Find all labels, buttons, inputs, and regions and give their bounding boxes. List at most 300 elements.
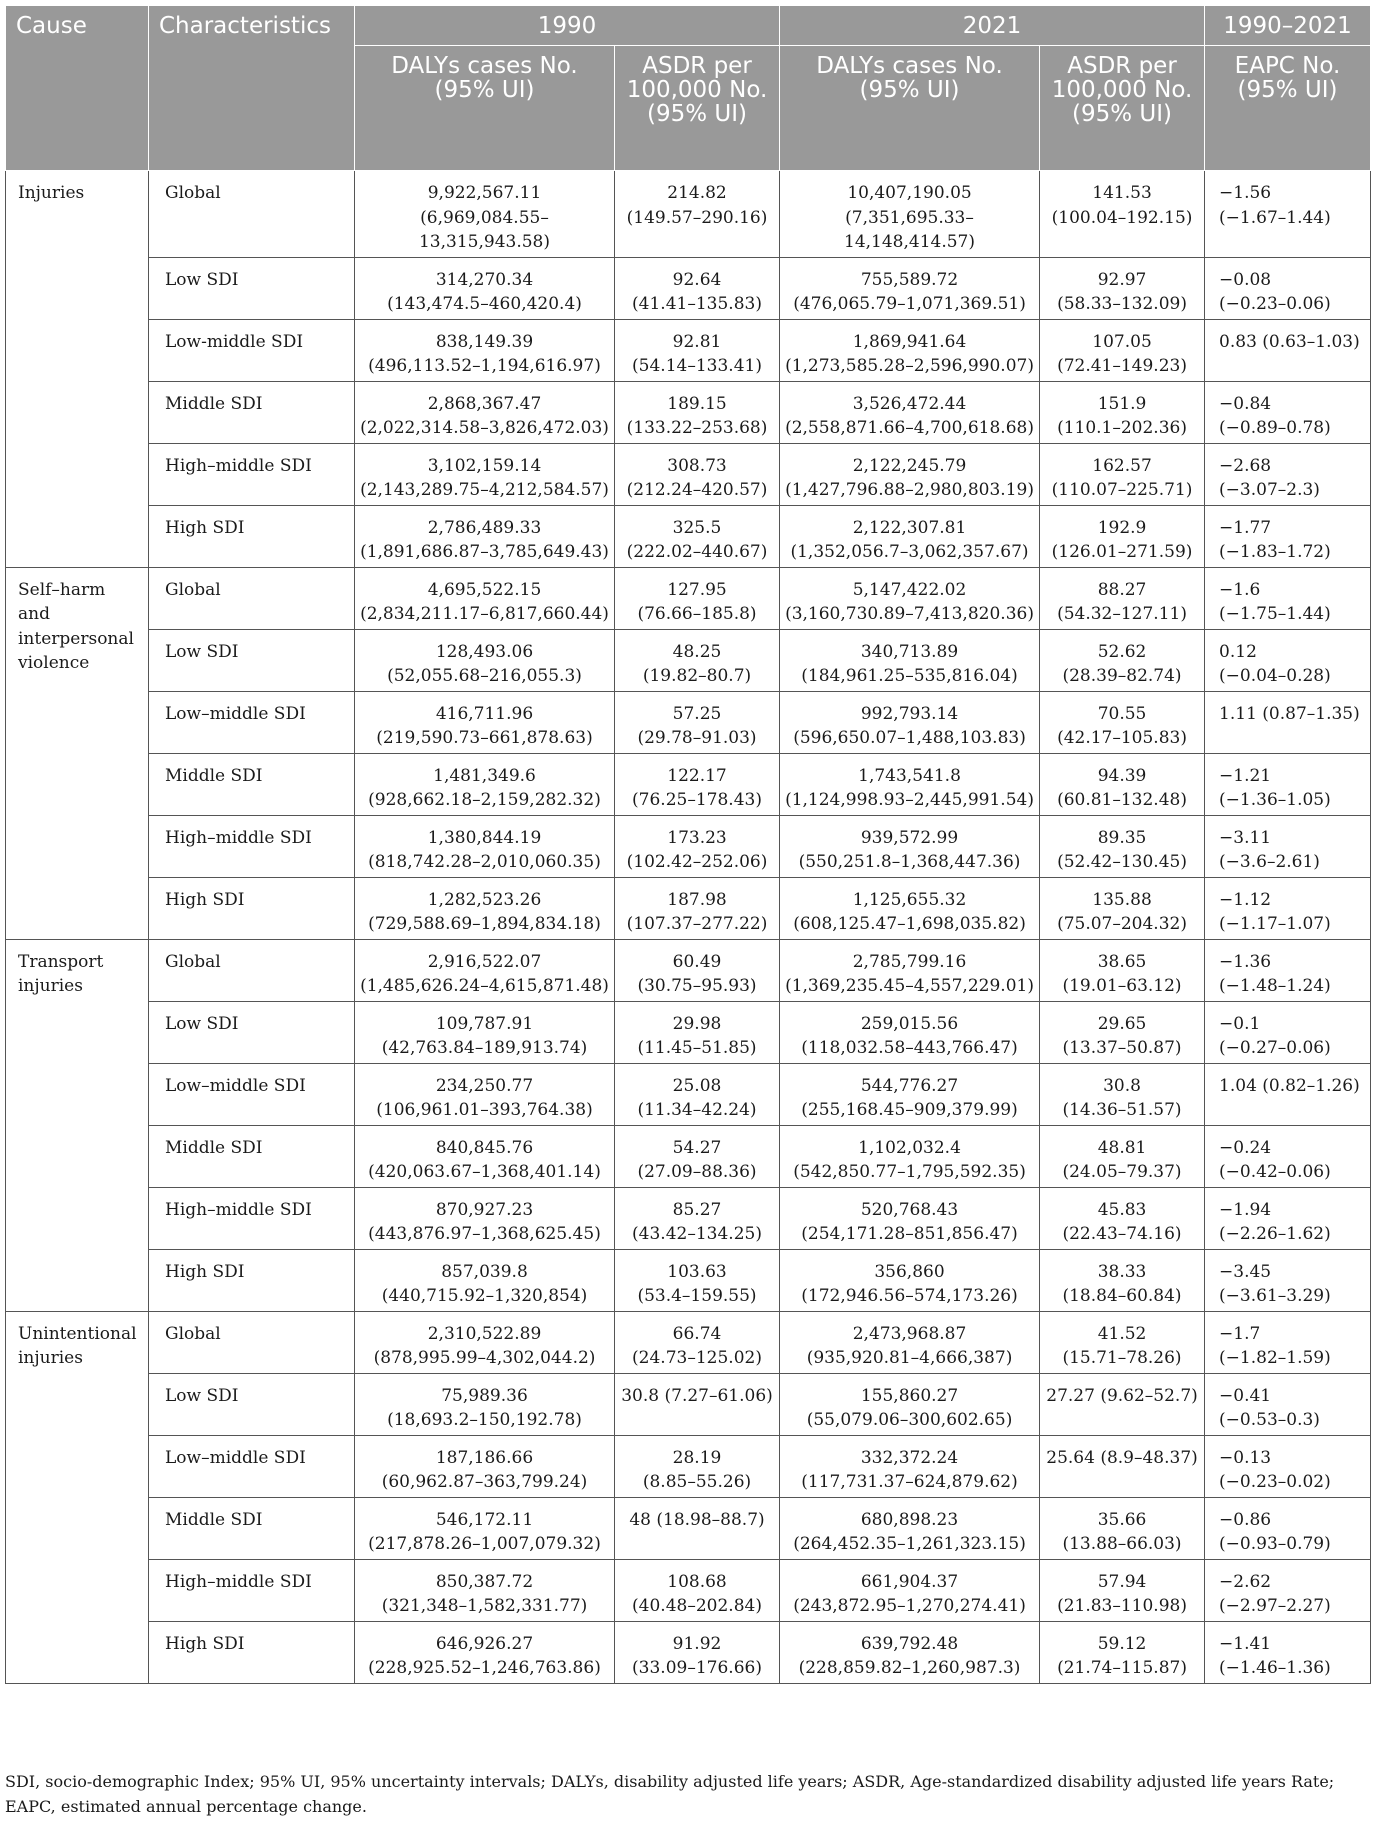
asdr-1990-interval: (40.48–202.84) <box>632 1596 762 1616</box>
dalys-2021-value: 10,407,190.05 <box>847 183 972 203</box>
dalys-2021-value: 2,122,245.79 <box>852 455 967 476</box>
asdr-2021-value: 38.65 <box>1097 951 1147 972</box>
eapc-cell <box>1205 505 1371 567</box>
asdr-1990-interval: (8.85–55.26) <box>642 1472 752 1492</box>
dalys-2021-cell <box>780 1001 1040 1063</box>
asdr-1990-cell <box>615 1001 780 1063</box>
asdr-2021-cell <box>1040 1559 1205 1621</box>
characteristic-cell: Middle SDI <box>149 1125 355 1187</box>
asdr-1990-value: 308.73 <box>667 455 727 476</box>
dalys-2021-value: 544,776.27 <box>860 1075 959 1096</box>
dalys-1990-value: 314,270.34 <box>435 269 534 290</box>
eapc-value: −3.45 <box>1219 1261 1272 1282</box>
table-row <box>6 1187 1371 1249</box>
asdr-1990-cell <box>615 1125 780 1187</box>
dalys-1990-interval: (818,742.28–2,010,060.35) <box>368 852 601 872</box>
dalys-1990-interval: (928,662.18–2,159,282.32) <box>368 790 601 810</box>
asdr-1990-value: 28.19 <box>672 1447 722 1468</box>
dalys-2021-interval: (7,351,695.33–14,148,414.57) <box>844 207 976 252</box>
eapc-interval: (−1.83–1.72) <box>1219 542 1331 562</box>
dalys-1990-value: 840,845.76 <box>435 1137 534 1158</box>
asdr-1990-cell <box>615 939 780 1001</box>
asdr-1990-value: 91.92 <box>672 1633 722 1654</box>
dalys-2021-cell <box>780 1497 1040 1559</box>
dalys-2021-cell <box>780 629 1040 691</box>
asdr-1990-interval: (43.42–134.25) <box>632 1224 762 1244</box>
eapc-cell <box>1205 1497 1371 1559</box>
header-year-2021: 2021 <box>780 6 1205 46</box>
asdr-1990-interval: (33.09–176.66) <box>632 1658 762 1678</box>
asdr-1990-interval: (29.78–91.03) <box>637 728 757 748</box>
eapc-cell <box>1205 939 1371 1001</box>
dalys-2021-value: 332,372.24 <box>860 1447 959 1468</box>
asdr-2021-interval: (21.74–115.87) <box>1057 1658 1187 1678</box>
dalys-2021-cell <box>780 1187 1040 1249</box>
table-row <box>6 171 1371 258</box>
dalys-1990-cell <box>355 1125 615 1187</box>
table-row <box>6 1311 1371 1373</box>
eapc-cell <box>1205 691 1371 753</box>
eapc-value: −1.56 <box>1219 183 1272 203</box>
table-row <box>6 1063 1371 1125</box>
asdr-2021-interval: (19.01–63.12) <box>1062 976 1182 996</box>
eapc-interval: (−1.36–1.05) <box>1219 790 1331 810</box>
asdr-1990-interval: (54.14–133.41) <box>632 356 762 376</box>
table-row <box>6 1559 1371 1621</box>
dalys-2021-cell <box>780 257 1040 319</box>
asdr-2021-interval: (58.33–132.09) <box>1057 294 1187 314</box>
asdr-1990-interval: (149.57–290.16) <box>626 207 768 228</box>
asdr-2021-value: 107.05 <box>1092 331 1152 352</box>
dalys-2021-cell <box>780 1373 1040 1435</box>
dalys-1990-value: 838,149.39 <box>435 331 534 352</box>
eapc-interval: (−3.6–2.61) <box>1219 852 1320 872</box>
dalys-1990-interval: (729,588.69–1,894,834.18) <box>368 914 601 934</box>
dalys-2021-interval: (172,946.56–574,173.26) <box>801 1286 1018 1306</box>
asdr-2021-value: 70.55 <box>1097 703 1147 724</box>
eapc-interval: (−1.48–1.24) <box>1219 976 1331 996</box>
dalys-2021-cell <box>780 753 1040 815</box>
asdr-1990-cell <box>615 1621 780 1683</box>
dalys-2021-interval: (254,171.28–851,856.47) <box>801 1224 1018 1244</box>
table-row <box>6 629 1371 691</box>
dalys-2021-interval: (118,032.58–443,766.47) <box>801 1038 1018 1058</box>
asdr-1990-value: 92.64 <box>672 269 722 290</box>
characteristic-cell: High–middle SDI <box>149 1559 355 1621</box>
asdr-1990-cell <box>615 877 780 939</box>
asdr-2021-cell <box>1040 1125 1205 1187</box>
eapc-value: −0.08 <box>1219 269 1272 290</box>
eapc-cell <box>1205 629 1371 691</box>
eapc-value: 1.04 (0.82–1.26) <box>1219 1075 1360 1096</box>
table-row <box>6 505 1371 567</box>
asdr-1990-value: 57.25 <box>672 703 722 724</box>
dalys-2021-value: 1,743,541.8 <box>858 765 961 786</box>
asdr-1990-value: 187.98 <box>667 889 727 910</box>
characteristic-cell: Global <box>149 567 355 629</box>
asdr-2021-cell <box>1040 1621 1205 1683</box>
header-asdr-1990: ASDR per 100,000 No. (95% UI) <box>615 46 780 171</box>
asdr-1990-cell <box>615 629 780 691</box>
dalys-2021-interval: (55,079.06–300,602.65) <box>806 1410 1013 1430</box>
eapc-value: −0.24 <box>1219 1137 1272 1158</box>
table-row <box>6 1001 1371 1063</box>
dalys-2021-interval: (255,168.45–909,379.99) <box>801 1100 1018 1120</box>
dalys-1990-value: 4,695,522.15 <box>427 579 542 600</box>
dalys-2021-interval: (228,859.82–1,260,987.3) <box>798 1658 1021 1678</box>
eapc-value: −1.12 <box>1219 889 1272 910</box>
asdr-2021-interval: (52.42–130.45) <box>1057 852 1187 872</box>
asdr-1990-cell <box>615 1435 780 1497</box>
dalys-2021-cell <box>780 171 1040 258</box>
asdr-2021-interval: (42.17–105.83) <box>1057 728 1187 748</box>
asdr-1990-cell <box>615 1249 780 1311</box>
eapc-interval: (−1.46–1.36) <box>1219 1658 1331 1678</box>
asdr-1990-value: 173.23 <box>667 827 727 848</box>
eapc-cell <box>1205 171 1371 258</box>
cause-cell: Self–harm and interpersonal violence <box>6 567 149 939</box>
characteristic-cell: Middle SDI <box>149 1497 355 1559</box>
dalys-2021-value: 1,125,655.32 <box>852 889 967 910</box>
eapc-value: 1.11 (0.87–1.35) <box>1219 703 1360 724</box>
eapc-value: −1.94 <box>1219 1199 1272 1220</box>
asdr-2021-interval: (15.71–78.26) <box>1062 1348 1182 1368</box>
asdr-2021-cell <box>1040 319 1205 381</box>
asdr-2021-cell <box>1040 1311 1205 1373</box>
dalys-1990-cell <box>355 1497 615 1559</box>
dalys-2021-value: 2,122,307.81 <box>852 517 967 538</box>
dalys-1990-cell <box>355 443 615 505</box>
eapc-cell <box>1205 1311 1371 1373</box>
dalys-1990-cell <box>355 1559 615 1621</box>
eapc-value: −1.36 <box>1219 951 1272 972</box>
eapc-cell <box>1205 1187 1371 1249</box>
eapc-value: 0.12 <box>1219 641 1257 662</box>
asdr-1990-value: 325.5 <box>672 517 722 538</box>
asdr-2021-value: 92.97 <box>1097 269 1147 290</box>
asdr-2021-value: 94.39 <box>1097 765 1147 786</box>
eapc-cell <box>1205 877 1371 939</box>
dalys-1990-interval: (18,693.2–150,192.78) <box>387 1410 582 1430</box>
dalys-2021-cell <box>780 1063 1040 1125</box>
header-dalys-1990: DALYs cases No. (95% UI) <box>355 46 615 171</box>
characteristic-cell: High SDI <box>149 505 355 567</box>
dalys-1990-value: 2,310,522.89 <box>427 1323 542 1344</box>
dalys-1990-value: 109,787.91 <box>435 1013 534 1034</box>
dalys-2021-cell <box>780 1249 1040 1311</box>
asdr-1990-interval: (27.09–88.36) <box>637 1162 757 1182</box>
dalys-2021-interval: (1,427,796.88–2,980,803.19) <box>785 480 1034 500</box>
table-row <box>6 939 1371 1001</box>
dalys-2021-cell <box>780 443 1040 505</box>
asdr-1990-value: 29.98 <box>672 1013 722 1034</box>
dalys-1990-value: 234,250.77 <box>435 1075 534 1096</box>
dalys-2021-cell <box>780 319 1040 381</box>
characteristic-cell: Low–middle SDI <box>149 1435 355 1497</box>
dalys-1990-interval: (321,348–1,582,331.77) <box>381 1596 588 1616</box>
eapc-value: −0.84 <box>1219 393 1272 414</box>
dalys-1990-value: 1,481,349.6 <box>433 765 536 786</box>
eapc-value: −0.1 <box>1219 1013 1261 1034</box>
characteristic-cell: Low SDI <box>149 1373 355 1435</box>
table-row <box>6 815 1371 877</box>
dalys-1990-interval: (2,022,314.58–3,826,472.03) <box>360 418 609 438</box>
dalys-2021-value: 680,898.23 <box>860 1509 959 1530</box>
eapc-interval: (−0.53–0.3) <box>1219 1410 1320 1430</box>
dalys-1990-value: 1,380,844.19 <box>427 827 542 848</box>
eapc-interval: (−1.75–1.44) <box>1219 604 1331 624</box>
dalys-2021-cell <box>780 505 1040 567</box>
eapc-interval: (−2.97–2.27) <box>1219 1596 1331 1616</box>
eapc-interval: (−3.07–2.3) <box>1219 480 1320 500</box>
eapc-value: −1.7 <box>1219 1323 1261 1344</box>
asdr-2021-value: 192.9 <box>1097 517 1147 538</box>
header-characteristics: Characteristics <box>149 6 355 171</box>
dalys-table <box>5 5 1371 1684</box>
asdr-2021-interval: (14.36–51.57) <box>1062 1100 1182 1120</box>
dalys-1990-interval: (878,995.99–4,302,044.2) <box>373 1348 596 1368</box>
eapc-interval: (−0.04–0.28) <box>1219 666 1331 686</box>
characteristic-cell: Middle SDI <box>149 381 355 443</box>
dalys-2021-value: 259,015.56 <box>860 1013 959 1034</box>
characteristic-cell: Middle SDI <box>149 753 355 815</box>
dalys-1990-value: 9,922,567.11 <box>427 183 542 203</box>
asdr-1990-cell <box>615 691 780 753</box>
dalys-2021-cell <box>780 877 1040 939</box>
dalys-1990-interval: (2,143,289.75–4,212,584.57) <box>360 480 609 500</box>
asdr-2021-cell <box>1040 1373 1205 1435</box>
asdr-2021-cell <box>1040 567 1205 629</box>
eapc-cell <box>1205 1125 1371 1187</box>
asdr-2021-cell <box>1040 257 1205 319</box>
asdr-1990-cell <box>615 815 780 877</box>
asdr-1990-value: 103.63 <box>667 1261 727 1282</box>
dalys-1990-cell <box>355 257 615 319</box>
asdr-1990-value: 189.15 <box>667 393 727 414</box>
dalys-1990-value: 2,916,522.07 <box>427 951 542 972</box>
dalys-1990-cell <box>355 171 615 258</box>
asdr-1990-cell <box>615 381 780 443</box>
dalys-2021-cell <box>780 939 1040 1001</box>
header-cause: Cause <box>6 6 149 171</box>
eapc-cell <box>1205 319 1371 381</box>
asdr-2021-interval: (110.07–225.71) <box>1051 480 1193 500</box>
dalys-2021-value: 1,869,941.64 <box>852 331 967 352</box>
asdr-1990-cell <box>615 1187 780 1249</box>
table-row <box>6 381 1371 443</box>
table-header <box>6 6 1371 171</box>
eapc-cell <box>1205 257 1371 319</box>
characteristic-cell: High–middle SDI <box>149 815 355 877</box>
dalys-1990-cell <box>355 1621 615 1683</box>
eapc-cell <box>1205 443 1371 505</box>
asdr-1990-cell <box>615 319 780 381</box>
dalys-2021-interval: (550,251.8–1,368,447.36) <box>798 852 1021 872</box>
eapc-interval: (−0.23–0.02) <box>1219 1472 1331 1492</box>
dalys-1990-cell <box>355 877 615 939</box>
asdr-2021-value: 41.52 <box>1097 1323 1147 1344</box>
asdr-2021-value: 59.12 <box>1097 1633 1147 1654</box>
eapc-cell <box>1205 753 1371 815</box>
dalys-2021-interval: (1,369,235.45–4,557,229.01) <box>785 976 1034 996</box>
asdr-1990-value: 66.74 <box>672 1323 722 1344</box>
dalys-1990-value: 2,786,489.33 <box>427 517 542 538</box>
asdr-1990-interval: (53.4–159.55) <box>637 1286 757 1306</box>
characteristic-cell: Low–middle SDI <box>149 1063 355 1125</box>
asdr-2021-interval: (22.43–74.16) <box>1062 1224 1182 1244</box>
asdr-2021-interval: (100.04–192.15) <box>1051 207 1193 228</box>
characteristic-cell: Global <box>149 939 355 1001</box>
header-row-years <box>6 6 1371 46</box>
eapc-value: −0.41 <box>1219 1385 1272 1406</box>
dalys-2021-value: 2,785,799.16 <box>852 951 967 972</box>
dalys-1990-interval: (420,063.67–1,368,401.14) <box>368 1162 601 1182</box>
eapc-interval: (−3.61–3.29) <box>1219 1286 1331 1306</box>
dalys-2021-cell <box>780 1621 1040 1683</box>
eapc-cell <box>1205 815 1371 877</box>
asdr-1990-cell <box>615 1373 780 1435</box>
dalys-1990-interval: (60,962.87–363,799.24) <box>381 1472 588 1492</box>
characteristic-cell: Global <box>149 171 355 258</box>
asdr-2021-value: 57.94 <box>1097 1571 1147 1592</box>
table-row <box>6 1373 1371 1435</box>
asdr-2021-cell <box>1040 381 1205 443</box>
dalys-2021-interval: (935,920.81–4,666,387) <box>806 1348 1013 1368</box>
asdr-1990-value: 85.27 <box>672 1199 722 1220</box>
dalys-1990-interval: (228,925.52–1,246,763.86) <box>368 1658 601 1678</box>
asdr-2021-interval: (75.07–204.32) <box>1057 914 1187 934</box>
asdr-2021-value: 38.33 <box>1097 1261 1147 1282</box>
asdr-1990-cell <box>615 257 780 319</box>
asdr-2021-cell <box>1040 1187 1205 1249</box>
asdr-2021-interval: (13.88–66.03) <box>1062 1534 1182 1554</box>
dalys-2021-cell <box>780 815 1040 877</box>
dalys-1990-cell <box>355 629 615 691</box>
asdr-1990-value: 108.68 <box>667 1571 727 1592</box>
dalys-2021-value: 992,793.14 <box>860 703 959 724</box>
table-row <box>6 1249 1371 1311</box>
asdr-1990-interval: (11.45–51.85) <box>637 1038 757 1058</box>
asdr-2021-value: 45.83 <box>1097 1199 1147 1220</box>
dalys-1990-cell <box>355 691 615 753</box>
characteristic-cell: Low–middle SDI <box>149 691 355 753</box>
asdr-1990-value: 48 (18.98–88.7) <box>629 1509 765 1530</box>
eapc-interval: (−1.67–1.44) <box>1219 207 1331 228</box>
eapc-cell <box>1205 1001 1371 1063</box>
dalys-2021-interval: (1,273,585.28–2,596,990.07) <box>785 356 1034 376</box>
dalys-2021-interval: (596,650.07–1,488,103.83) <box>793 728 1026 748</box>
dalys-1990-value: 187,186.66 <box>435 1447 534 1468</box>
cause-cell: Unintentional injuries <box>6 1311 149 1683</box>
dalys-2021-cell <box>780 381 1040 443</box>
dalys-1990-value: 416,711.96 <box>435 703 534 724</box>
asdr-1990-interval: (30.75–95.93) <box>637 976 757 996</box>
dalys-1990-value: 646,926.27 <box>435 1633 534 1654</box>
asdr-2021-value: 89.35 <box>1097 827 1147 848</box>
dalys-2021-value: 356,860 <box>874 1261 945 1282</box>
asdr-2021-cell <box>1040 1497 1205 1559</box>
table-row <box>6 1497 1371 1559</box>
dalys-2021-value: 939,572.99 <box>860 827 959 848</box>
eapc-cell <box>1205 1063 1371 1125</box>
asdr-1990-value: 60.49 <box>672 951 722 972</box>
asdr-2021-value: 135.88 <box>1092 889 1152 910</box>
asdr-1990-cell <box>615 567 780 629</box>
asdr-1990-interval: (222.02–440.67) <box>626 542 768 562</box>
dalys-1990-interval: (496,113.52–1,194,616.97) <box>368 356 601 376</box>
dalys-1990-cell <box>355 505 615 567</box>
cause-cell: Transport injuries <box>6 939 149 1311</box>
eapc-interval: (−0.27–0.06) <box>1219 1038 1331 1058</box>
asdr-1990-cell <box>615 1559 780 1621</box>
table-row <box>6 877 1371 939</box>
table-body <box>6 171 1371 1684</box>
characteristic-cell: Global <box>149 1311 355 1373</box>
eapc-cell <box>1205 1559 1371 1621</box>
asdr-2021-interval: (18.84–60.84) <box>1062 1286 1182 1306</box>
asdr-2021-value: 162.57 <box>1092 455 1152 476</box>
dalys-1990-value: 850,387.72 <box>435 1571 534 1592</box>
eapc-value: −2.68 <box>1219 455 1272 476</box>
eapc-value: −1.41 <box>1219 1633 1272 1654</box>
footnote: SDI, socio-demographic Index; 95% UI, 95% uncertainty intervals; DALYs, disability adjusted life years; ASDR, Age-standardized disability adjusted life years Rate; EAPC, estimated annual percentage change. <box>5 1772 1335 1816</box>
characteristic-cell: Low SDI <box>149 257 355 319</box>
dalys-2021-interval: (2,558,871.66–4,700,618.68) <box>785 418 1034 438</box>
asdr-1990-interval: (24.73–125.02) <box>632 1348 762 1368</box>
dalys-2021-cell <box>780 1311 1040 1373</box>
asdr-1990-cell <box>615 505 780 567</box>
eapc-interval: (−0.93–0.79) <box>1219 1534 1331 1554</box>
asdr-2021-interval: (54.32–127.11) <box>1057 604 1187 624</box>
dalys-2021-cell <box>780 567 1040 629</box>
characteristic-cell: High SDI <box>149 1249 355 1311</box>
eapc-value: −0.13 <box>1219 1447 1272 1468</box>
dalys-1990-interval: (6,969,084.55–13,315,943.58) <box>418 207 550 252</box>
dalys-1990-cell <box>355 319 615 381</box>
asdr-2021-interval: (72.41–149.23) <box>1057 356 1187 376</box>
dalys-2021-value: 661,904.37 <box>860 1571 959 1592</box>
asdr-2021-cell <box>1040 171 1205 258</box>
dalys-1990-cell <box>355 939 615 1001</box>
table-row <box>6 443 1371 505</box>
asdr-2021-cell <box>1040 1001 1205 1063</box>
dalys-1990-cell <box>355 567 615 629</box>
dalys-1990-interval: (143,474.5–460,420.4) <box>387 294 582 314</box>
table-row <box>6 753 1371 815</box>
asdr-1990-cell <box>615 753 780 815</box>
characteristic-cell: Low-middle SDI <box>149 319 355 381</box>
asdr-1990-interval: (133.22–253.68) <box>626 418 768 438</box>
characteristic-cell: High SDI <box>149 1621 355 1683</box>
dalys-1990-interval: (1,891,686.87–3,785,649.43) <box>360 542 609 562</box>
eapc-cell <box>1205 1249 1371 1311</box>
dalys-2021-value: 639,792.48 <box>860 1633 959 1654</box>
eapc-interval: (−2.26–1.62) <box>1219 1224 1331 1244</box>
asdr-2021-cell <box>1040 877 1205 939</box>
dalys-1990-value: 2,868,367.47 <box>427 393 542 414</box>
header-asdr-2021: ASDR per 100,000 No. (95% UI) <box>1040 46 1205 171</box>
asdr-2021-value: 151.9 <box>1097 393 1147 414</box>
header-dalys-2021: DALYs cases No. (95% UI) <box>780 46 1040 171</box>
dalys-1990-value: 1,282,523.26 <box>427 889 542 910</box>
table-row <box>6 257 1371 319</box>
dalys-1990-cell <box>355 1187 615 1249</box>
dalys-2021-value: 755,589.72 <box>860 269 959 290</box>
asdr-2021-cell <box>1040 629 1205 691</box>
characteristic-cell: High–middle SDI <box>149 443 355 505</box>
dalys-2021-cell <box>780 1559 1040 1621</box>
asdr-1990-cell <box>615 1497 780 1559</box>
